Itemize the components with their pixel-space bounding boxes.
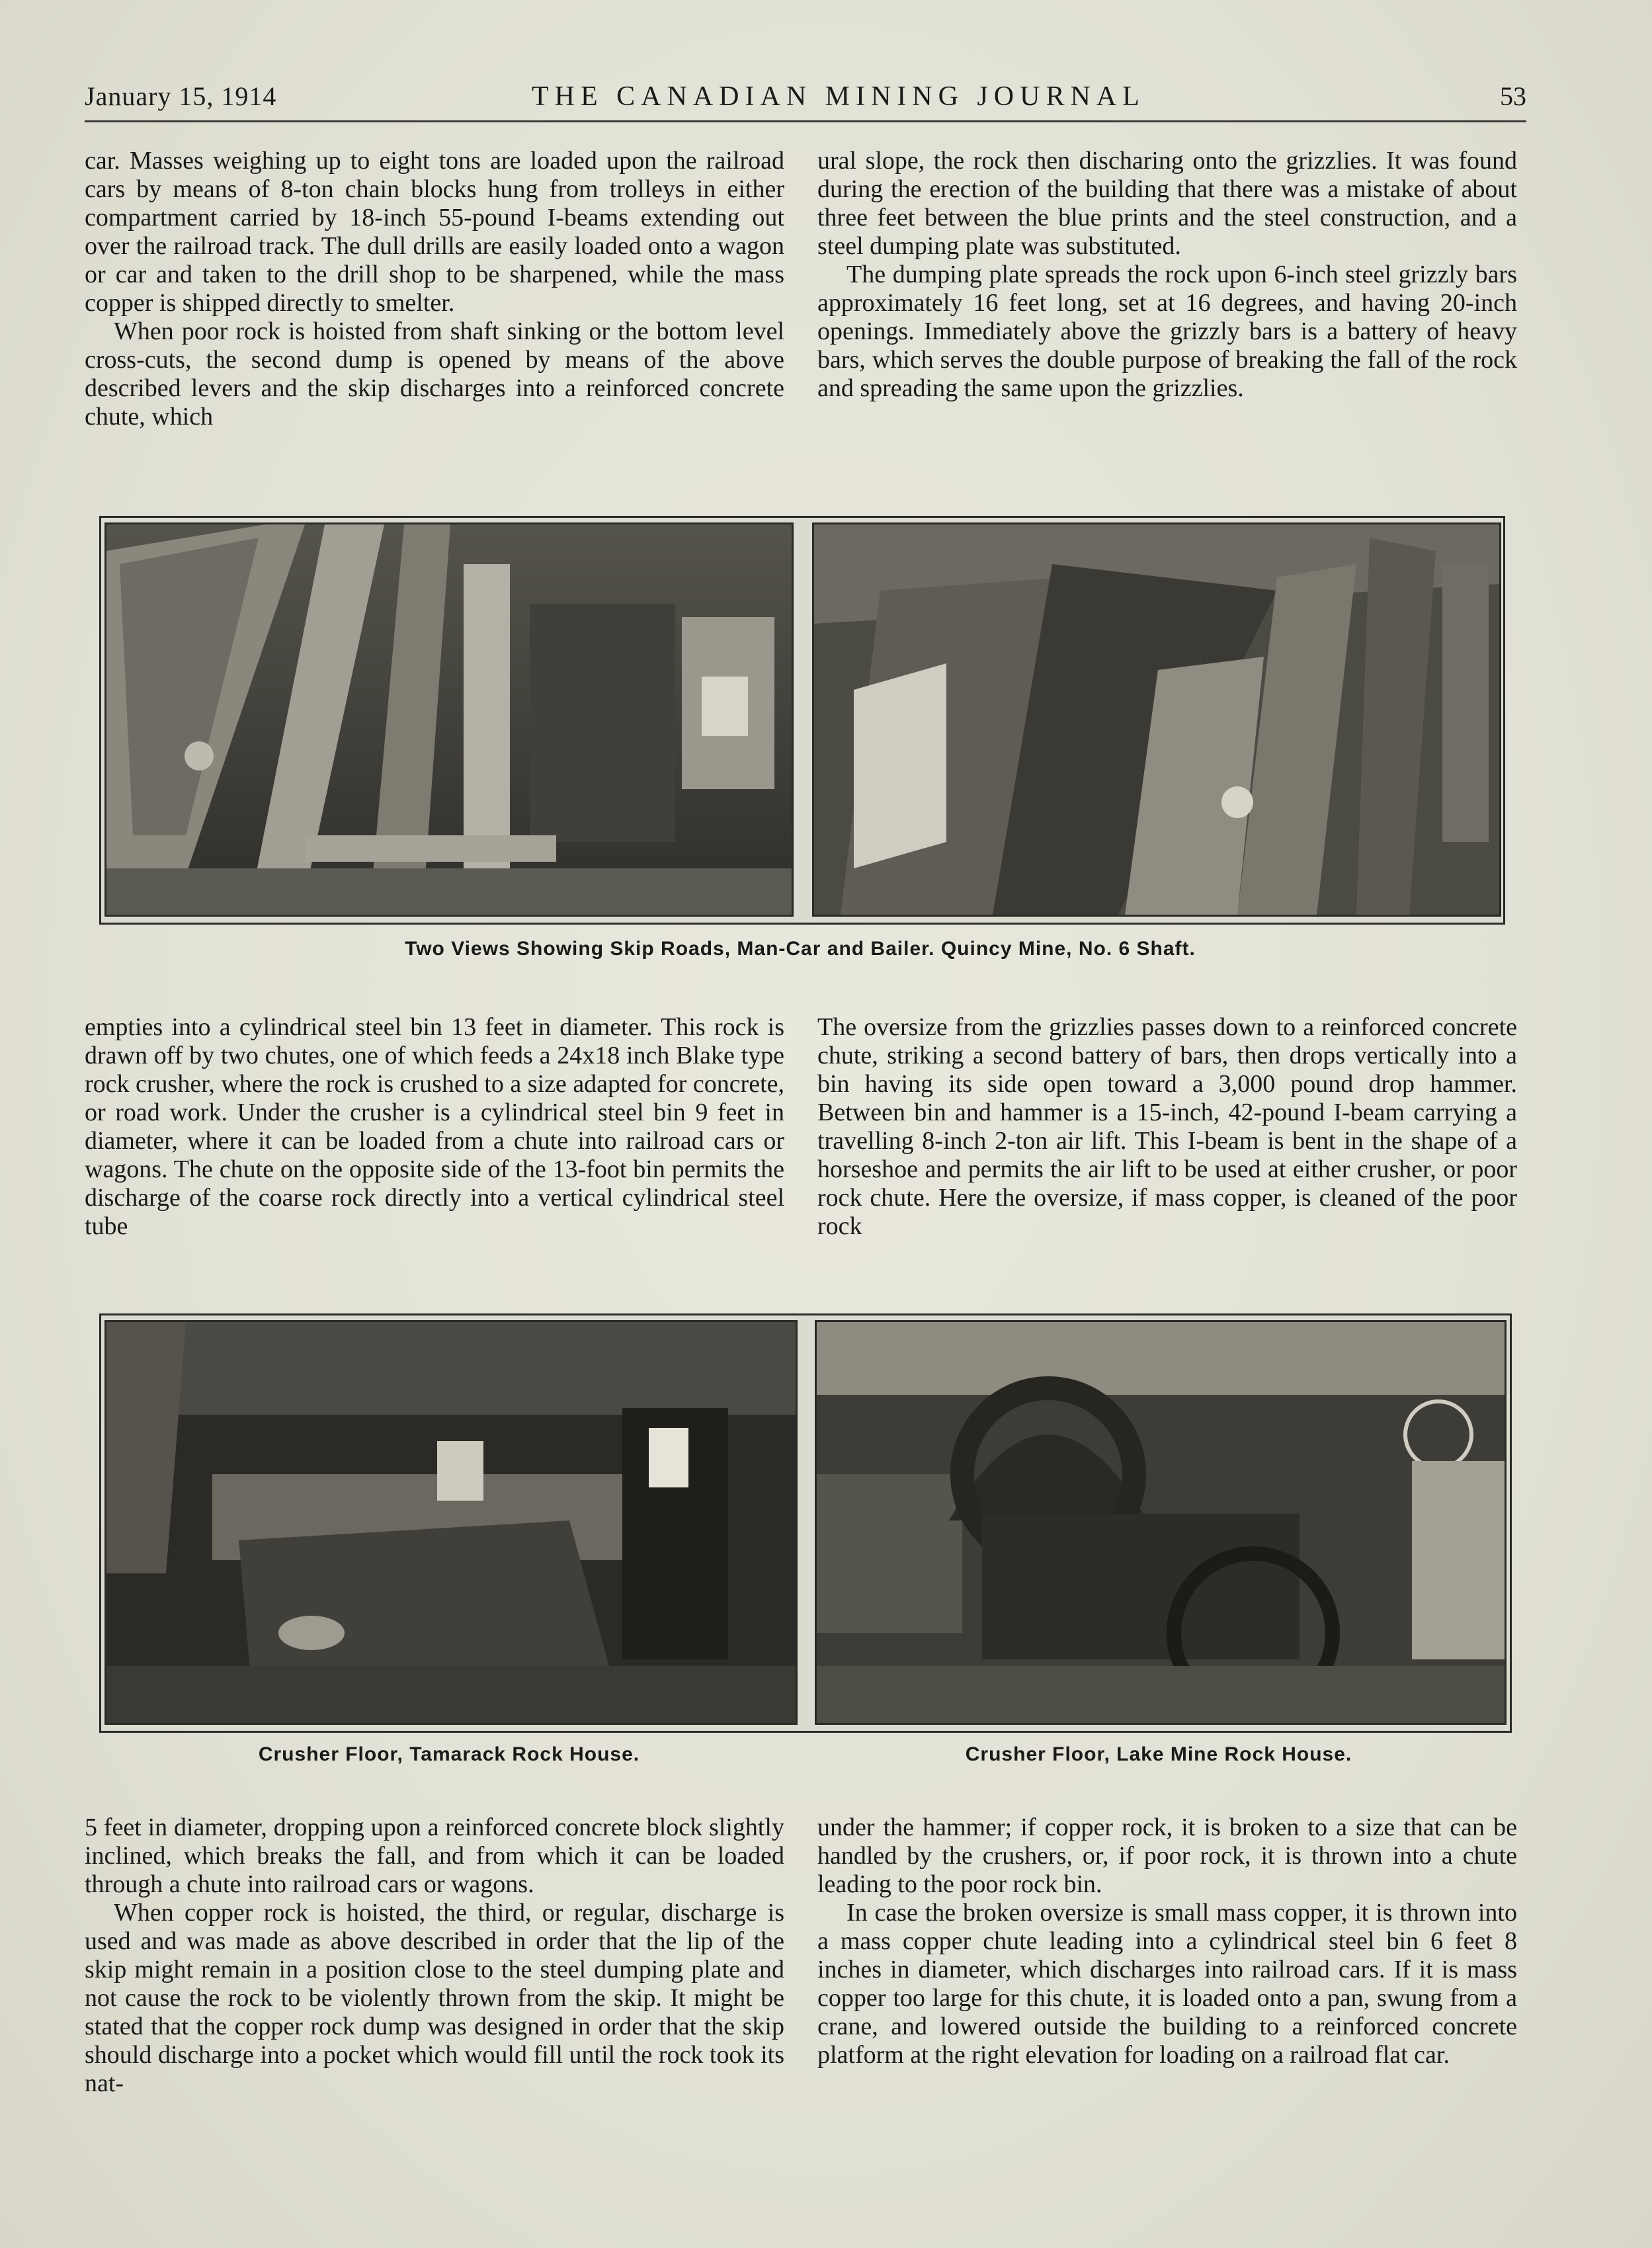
skip-road-photo-right (812, 522, 1501, 917)
paragraph: 5 feet in diameter, dropping upon a reinforced concrete block slightly inclined, which breaks the fall, and from which it can be loaded through a chute into railroad cars or wagons. (85, 1813, 784, 1898)
journal-title: THE CANADIAN MINING JOURNAL (532, 81, 1145, 112)
section2-left-column (85, 1013, 784, 1241)
paragraph: empties into a cylindrical steel bin 13 feet in diameter. This rock is drawn off by two chutes, one of which feeds a 24x18 inch Blake type rock crusher, where the rock is crushed to a size adapted for concrete, or road work. Under the crusher is a cylindrical steel bin 9 feet in diameter, where it can be loaded from a chute into railroad cars or wagons. The chute on the opposite side of the 13-foot bin permits the discharge of the coarse rock directly into a vertical cylindrical steel tube (85, 1013, 784, 1240)
section1-right-column (817, 147, 1517, 403)
skip-road-photo-left (104, 522, 794, 917)
paragraph: When poor rock is hoisted from shaft sinking or the bottom level cross-cuts, the second dump is opened by means of the above described levers and the skip discharges into a reinforced concrete chute, which (85, 317, 784, 431)
paragraph: The oversize from the grizzlies passes down to a reinforced concrete chute, striking a second battery of bars, then drops vertically into a bin having its side open toward a 3,000 pound drop hammer. Between bin and hammer is a 15-inch, 42-pound I-beam carrying a travelling 8-inch 2-ton air lift. This I-beam is bent in the shape of a horseshoe and permits the air lift to be used at either crusher, or poor rock chute. Here the oversize, if mass copper, is cleaned of the poor rock (817, 1013, 1517, 1240)
issue-date: January 15, 1914 (85, 81, 277, 111)
lake-mine-crusher-photo (815, 1320, 1507, 1725)
tamarack-crusher-photo (104, 1320, 798, 1725)
paragraph: car. Masses weighing up to eight tons are loaded upon the railroad cars by means of 8-ton chain blocks hung from trolleys in either compartment carried by 18-inch 55-pound I-beams extending out over the railroad track. The dull drills are easily loaded onto a wagon or car and taken to the drill shop to be sharpened, while the mass copper is shipped directly to smelter. (85, 147, 784, 317)
paragraph: ural slope, the rock then discharing onto the grizzlies. It was found during the erection of the building that there was a mistake of about three feet between the blue prints and the steel construction, and a steel dumping plate was substituted. (817, 147, 1517, 260)
page-number: 53 (1500, 81, 1526, 111)
paragraph: In case the broken oversize is small mass copper, it is thrown into a mass copper chute leading into a cylindrical steel bin 6 feet 8 inches in diameter, which discharges into railroad cars. If it is mass copper too large for this chute, it is loaded onto a pan, swung from a crane, and lowered outside the building to a reinforced concrete platform at the right elevation for loading on a railroad flat car. (817, 1899, 1517, 2069)
section3-right-column (817, 1813, 1517, 2069)
paragraph: under the hammer; if copper rock, it is broken to a size that can be handled by the crushers, or, if poor rock, it is thrown into a chute leading to the poor rock bin. (817, 1813, 1517, 1898)
figure2-caption-left: Crusher Floor, Tamarack Rock House. (258, 1743, 640, 1765)
figure1-caption: Two Views Showing Skip Roads, Man-Car and Bailer. Quincy Mine, No. 6 Shaft. (405, 938, 1196, 960)
running-header (85, 81, 1526, 122)
paragraph: When copper rock is hoisted, the third, or regular, discharge is used and was made as above described in order that the lip of the skip might remain in a position close to the steel dumping plate and not cause the rock to be violently thrown from the skip. It might be stated that the copper rock dump was designed in order that the skip should discharge into a pocket which would fill until the rock took its nat- (85, 1899, 784, 2097)
section2-right-column (817, 1013, 1517, 1241)
section1-left-column (85, 147, 784, 431)
section3-left-column (85, 1813, 784, 2098)
paragraph: The dumping plate spreads the rock upon 6-inch steel grizzly bars approximately 16 feet long, set at 16 degrees, and having 20-inch openings. Immediately above the grizzly bars is a battery of heavy bars, which serves the double purpose of breaking the fall of the rock and spreading the same upon the grizzlies. (817, 261, 1517, 402)
figure2-caption-right: Crusher Floor, Lake Mine Rock House. (965, 1743, 1352, 1765)
